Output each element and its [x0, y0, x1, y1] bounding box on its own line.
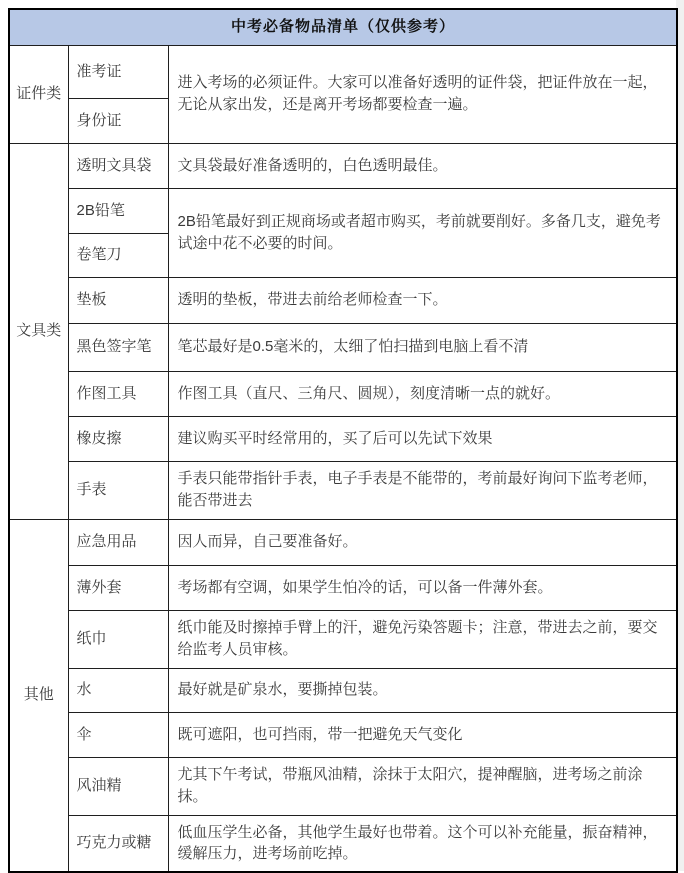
category-cell-certificates: 证件类: [9, 45, 68, 143]
item-name-cell: 巧克力或糖: [68, 815, 168, 872]
item-desc-cell: 尤其下午考试，带瓶风油精，涂抹于太阳穴，提神醒脑，进考场之前涂抹。: [168, 757, 677, 815]
item-name-cell: 水: [68, 668, 168, 712]
item-name-cell: 2B铅笔: [68, 188, 168, 233]
item-desc-cell: 笔芯最好是0.5毫米的，太细了怕扫描到电脑上看不清: [168, 323, 677, 371]
item-name-cell: 身份证: [68, 98, 168, 143]
item-name-cell: 透明文具袋: [68, 143, 168, 188]
item-name-cell: 应急用品: [68, 519, 168, 565]
exam-items-table: [8, 8, 678, 873]
category-cell-stationery: 文具类: [9, 143, 68, 519]
item-desc-cell: 既可遮阳，也可挡雨，带一把避免天气变化: [168, 712, 677, 757]
item-name-cell: 伞: [68, 712, 168, 757]
item-name-cell: 风油精: [68, 757, 168, 815]
item-desc-cell: 建议购买平时经常用的，买了后可以先试下效果: [168, 416, 677, 461]
item-desc-cell: 因人而异，自己要准备好。: [168, 519, 677, 565]
item-name-cell: 橡皮擦: [68, 416, 168, 461]
item-name-cell: 手表: [68, 461, 168, 519]
item-desc-cell: 手表只能带指针手表，电子手表是不能带的，考前最好询问下监考老师，能否带进去: [168, 461, 677, 519]
table-title: 中考必备物品清单（仅供参考）: [9, 9, 677, 45]
item-desc-cell: 最好就是矿泉水，要撕掉包装。: [168, 668, 677, 712]
category-cell-others: 其他: [9, 519, 68, 872]
item-desc-cell: 考场都有空调，如果学生怕冷的话，可以备一件薄外套。: [168, 565, 677, 610]
item-name-cell: 作图工具: [68, 371, 168, 416]
item-name-cell: 纸巾: [68, 610, 168, 668]
item-name-cell: 卷笔刀: [68, 233, 168, 277]
item-desc-cell: 低血压学生必备，其他学生最好也带着。这个可以补充能量，振奋精神，缓解压力，进考场前吃掉。: [168, 815, 677, 872]
item-desc-cell: 2B铅笔最好到正规商场或者超市购买，考前就要削好。多备几支，避免考试途中花不必要的时间。: [168, 188, 677, 277]
item-name-cell: 垫板: [68, 277, 168, 323]
item-desc-cell: 透明的垫板，带进去前给老师检查一下。: [168, 277, 677, 323]
item-name-cell: 薄外套: [68, 565, 168, 610]
item-desc-cell: 进入考场的必须证件。大家可以准备好透明的证件袋，把证件放在一起，无论从家出发，还是离开考场都要检查一遍。: [168, 45, 677, 143]
item-name-cell: 准考证: [68, 45, 168, 98]
item-name-cell: 黑色签字笔: [68, 323, 168, 371]
item-desc-cell: 文具袋最好准备透明的，白色透明最佳。: [168, 143, 677, 188]
item-desc-cell: 作图工具（直尺、三角尺、圆规），刻度清晰一点的就好。: [168, 371, 677, 416]
item-desc-cell: 纸巾能及时擦掉手臂上的汗，避免污染答题卡；注意，带进去之前，要交给监考人员审核。: [168, 610, 677, 668]
